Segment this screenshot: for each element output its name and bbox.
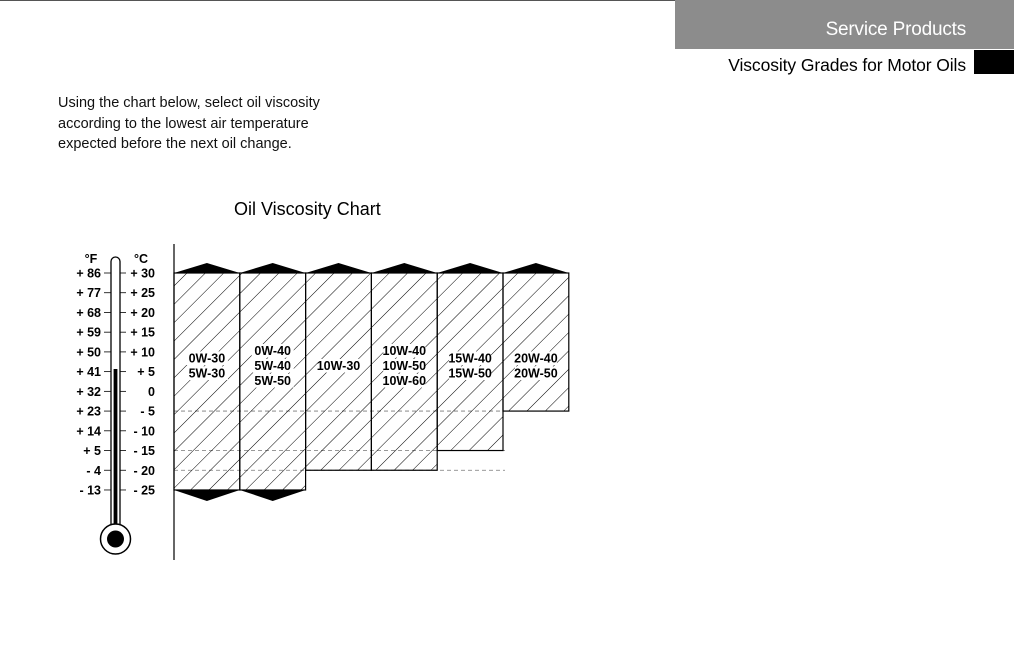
fahrenheit-tick-label: + 14: [76, 424, 101, 439]
fahrenheit-unit: °F: [84, 252, 98, 266]
celsius-tick-label: + 15: [130, 325, 155, 340]
intro-line: expected before the next oil change.: [58, 136, 292, 152]
arrow-up-icon: [503, 263, 569, 273]
grade-label: 20W-40: [514, 351, 558, 366]
celsius-tick-label: - 25: [133, 483, 155, 498]
arrow-up-icon: [371, 263, 437, 273]
celsius-tick-label: - 15: [133, 444, 155, 459]
celsius-tick-label: + 10: [130, 345, 155, 360]
fahrenheit-tick-label: + 68: [76, 305, 101, 320]
grade-label: 10W-60: [382, 374, 427, 388]
celsius-tick-label: - 5: [140, 404, 155, 419]
fahrenheit-tick-label: + 32: [76, 384, 101, 399]
chart-title: Oil Viscosity Chart: [234, 199, 381, 219]
fahrenheit-tick-label: + 86: [76, 266, 101, 281]
arrow-down-icon: [240, 490, 306, 501]
grade-label: 20W-50: [514, 366, 558, 381]
intro-line: according to the lowest air temperature: [58, 115, 309, 132]
grade-label: 10W-40: [382, 344, 427, 358]
thermometer-icon: [101, 257, 131, 554]
celsius-tick-label: - 20: [133, 463, 155, 478]
grade-label: 0W-30: [188, 351, 226, 366]
fahrenheit-tick-label: + 77: [76, 286, 101, 301]
page-subtitle: Viscosity Grades for Motor Oils: [728, 55, 966, 75]
grade-label: 15W-40: [448, 351, 492, 366]
celsius-unit: °C: [133, 252, 149, 266]
celsius-tick-label: + 25: [130, 286, 155, 301]
fahrenheit-tick-label: + 23: [76, 404, 101, 419]
grade-label: 15W-50: [448, 366, 492, 381]
viscosity-bar: [503, 273, 569, 411]
fahrenheit-tick-label: + 5: [83, 444, 101, 459]
celsius-tick-label: - 10: [133, 424, 155, 439]
fahrenheit-tick-label: + 41: [76, 365, 101, 380]
arrow-up-icon: [174, 263, 240, 273]
celsius-tick-label: + 5: [137, 365, 155, 380]
grade-label: 10W-50: [382, 359, 427, 373]
fahrenheit-tick-label: - 13: [79, 483, 101, 498]
grade-label: 0W-40: [254, 344, 291, 358]
section-title: Service Products: [825, 19, 966, 40]
grade-label: 5W-30: [188, 366, 226, 381]
arrow-up-icon: [240, 263, 306, 273]
celsius-tick-label: + 20: [130, 305, 155, 320]
fahrenheit-tick-label: - 4: [86, 463, 101, 478]
celsius-tick-label: + 30: [130, 266, 155, 281]
fahrenheit-tick-label: + 50: [76, 345, 101, 360]
celsius-tick-label: 0: [148, 384, 155, 399]
intro-line: Using the chart below, select oil viscosity: [58, 95, 320, 111]
viscosity-bar: [174, 273, 240, 490]
arrow-up-icon: [306, 263, 372, 273]
arrow-up-icon: [437, 263, 503, 273]
grade-label: 10W-30: [316, 359, 361, 373]
grade-label: 5W-50: [254, 374, 291, 388]
fahrenheit-tick-label: + 59: [76, 325, 101, 340]
grade-label: 5W-40: [254, 359, 291, 373]
arrow-down-icon: [174, 490, 240, 501]
